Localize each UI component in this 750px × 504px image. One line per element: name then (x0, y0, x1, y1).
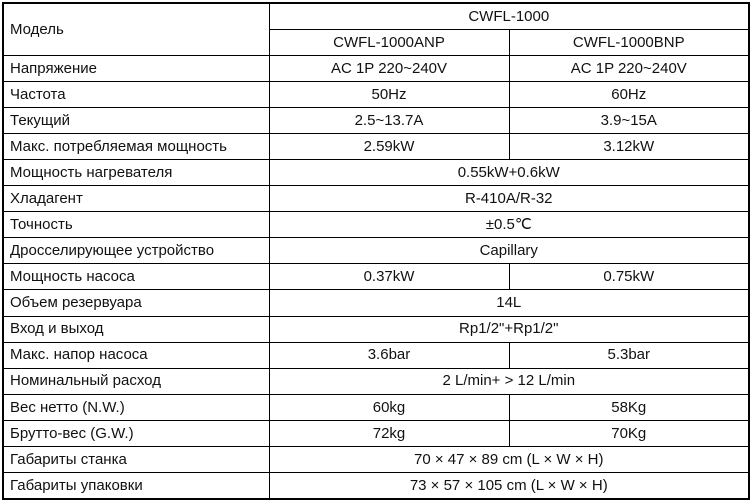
spec-value-span-cell: 14L (269, 290, 749, 316)
spec-value-b-cell: AC 1P 220~240V (509, 56, 749, 82)
spec-label-cell: Частота (3, 82, 269, 108)
table-row (3, 82, 749, 108)
spec-label-cell: Хладагент (3, 186, 269, 212)
table-row (3, 368, 749, 394)
spec-value-a-cell: 2.59kW (269, 134, 509, 160)
spec-value-b-cell: 5.3bar (509, 342, 749, 368)
table-row (3, 212, 749, 238)
spec-label-cell: Текущий (3, 108, 269, 134)
spec-value-b-cell: 58Kg (509, 394, 749, 420)
spec-label-cell: Габариты упаковки (3, 472, 269, 499)
spec-value-span-cell: Capillary (269, 238, 749, 264)
spec-value-a-cell: 0.37kW (269, 264, 509, 290)
table-row (3, 56, 749, 82)
spec-label-cell: Объем резервуара (3, 290, 269, 316)
spec-value-b-cell: 0.75kW (509, 264, 749, 290)
spec-value-b-cell: 60Hz (509, 82, 749, 108)
spec-label-cell: Макс. потребляемая мощность (3, 134, 269, 160)
spec-value-span-cell: R-410A/R-32 (269, 186, 749, 212)
spec-label-cell: Напряжение (3, 56, 269, 82)
table-row (3, 342, 749, 368)
spec-value-a-cell: 50Hz (269, 82, 509, 108)
spec-value-span-cell: Rp1/2"+Rp1/2" (269, 316, 749, 342)
spec-value-span-cell: 70 × 47 × 89 cm (L × W × H) (269, 446, 749, 472)
model-label-cell: Модель (3, 3, 269, 56)
spec-value-a-cell: 3.6bar (269, 342, 509, 368)
spec-value-a-cell: 2.5~13.7A (269, 108, 509, 134)
spec-label-cell: Габариты станка (3, 446, 269, 472)
spec-label-cell: Вход и выход (3, 316, 269, 342)
spec-label-cell: Вес нетто (N.W.) (3, 394, 269, 420)
table-row (3, 186, 749, 212)
model-series-cell: CWFL-1000 (269, 3, 749, 30)
table-row (3, 472, 749, 499)
spec-label-cell: Макс. напор насоса (3, 342, 269, 368)
table-row (3, 394, 749, 420)
spec-table (2, 2, 750, 500)
table-row (3, 446, 749, 472)
spec-value-span-cell: 2 L/min+ > 12 L/min (269, 368, 749, 394)
spec-value-span-cell: 73 × 57 × 105 cm (L × W × H) (269, 472, 749, 499)
spec-label-cell: Мощность насоса (3, 264, 269, 290)
spec-value-b-cell: 3.12kW (509, 134, 749, 160)
spec-label-cell: Брутто-вес (G.W.) (3, 420, 269, 446)
table-row (3, 238, 749, 264)
spec-label-cell: Дросселирующее устройство (3, 238, 269, 264)
spec-value-a-cell: 60kg (269, 394, 509, 420)
spec-value-b-cell: 70Kg (509, 420, 749, 446)
table-row (3, 264, 749, 290)
spec-label-cell: Номинальный расход (3, 368, 269, 394)
table-row-model (3, 3, 749, 30)
table-row (3, 108, 749, 134)
table-row (3, 290, 749, 316)
spec-label-cell: Мощность нагревателя (3, 160, 269, 186)
spec-value-span-cell: 0.55kW+0.6kW (269, 160, 749, 186)
spec-label-cell: Точность (3, 212, 269, 238)
table-row (3, 316, 749, 342)
variant-b-cell: CWFL-1000BNP (509, 30, 749, 56)
spec-value-span-cell: ±0.5℃ (269, 212, 749, 238)
variant-a-cell: CWFL-1000ANP (269, 30, 509, 56)
spec-value-a-cell: 72kg (269, 420, 509, 446)
table-row (3, 420, 749, 446)
spec-value-a-cell: AC 1P 220~240V (269, 56, 509, 82)
table-row (3, 160, 749, 186)
spec-value-b-cell: 3.9~15A (509, 108, 749, 134)
table-row (3, 134, 749, 160)
